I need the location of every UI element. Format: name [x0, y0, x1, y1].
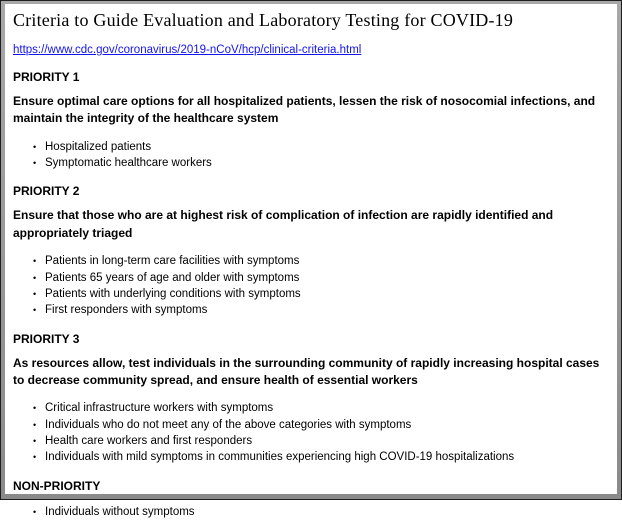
- bullet-icon: •: [33, 419, 37, 430]
- bullet-icon: •: [33, 256, 37, 267]
- list-item: [33, 253, 607, 269]
- section-description: As resources allow, test individuals in the surrounding community of rapidly increasing hospital cases to decrease community spread, and ensure health of essential workers: [13, 355, 600, 387]
- cdc-link[interactable]: https://www.cdc.gov/coronavirus/2019-nCoV/hcp/clinical-criteria.html: [13, 44, 362, 56]
- list-item: [33, 400, 607, 416]
- list-item: [33, 270, 607, 286]
- list-item: [33, 302, 607, 318]
- list-item-text: Individuals who do not meet any of the above categories with symptoms: [45, 418, 412, 431]
- bullet-list: [13, 139, 607, 172]
- section-description: Ensure optimal care options for all hospitalized patients, lessen the risk of nosocomial infections, and maintain the integrity of the healthcare system: [13, 94, 596, 126]
- bullet-icon: •: [33, 288, 37, 299]
- bullet-list: [13, 400, 607, 465]
- list-item-text: Symptomatic healthcare workers: [45, 157, 212, 170]
- list-item: [33, 449, 607, 465]
- list-item: [33, 139, 607, 155]
- bullet-icon: •: [33, 403, 37, 414]
- bullet-list: [13, 253, 607, 318]
- bullet-icon: •: [33, 158, 37, 169]
- bullet-icon: •: [33, 305, 37, 316]
- bullet-list: [13, 504, 607, 520]
- list-item-text: Health care workers and first responders: [45, 434, 253, 447]
- section-non-priority: [13, 479, 607, 520]
- list-item-text: Hospitalized patients: [45, 140, 152, 153]
- list-item-text: Patients with underlying conditions with symptoms: [45, 287, 301, 300]
- list-item: [33, 417, 607, 433]
- section-priority-2: [13, 184, 607, 318]
- page-title: Criteria to Guide Evaluation and Laboratory Testing for COVID-19: [13, 10, 514, 30]
- list-item: [33, 155, 607, 171]
- bullet-icon: •: [33, 452, 37, 463]
- bullet-icon: •: [33, 272, 37, 283]
- bullet-icon: •: [33, 141, 37, 152]
- section-heading: PRIORITY 1: [13, 70, 80, 84]
- bullet-icon: •: [33, 506, 37, 517]
- section-heading: NON-PRIORITY: [13, 478, 101, 493]
- document-page: [5, 4, 617, 518]
- list-item-text: First responders with symptoms: [45, 304, 208, 317]
- list-item: [33, 504, 607, 520]
- section-description: Ensure that those who are at highest risk of complication of infection are rapidly identified and appropriately triaged: [13, 208, 554, 240]
- list-item: [33, 433, 607, 449]
- list-item-text: Patients 65 years of age and older with symptoms: [45, 271, 300, 284]
- bullet-icon: •: [33, 435, 37, 446]
- list-item-text: Patients in long-term care facilities with symptoms: [45, 255, 300, 268]
- list-item-text: Individuals with mild symptoms in communities experiencing high COVID-19 hospitalizations: [45, 451, 515, 464]
- list-item-text: Individuals without symptoms: [45, 505, 195, 518]
- list-item: [33, 286, 607, 302]
- section-priority-1: [13, 70, 607, 171]
- section-heading: PRIORITY 3: [13, 331, 80, 346]
- section-heading: PRIORITY 2: [13, 184, 80, 199]
- list-item-text: Critical infrastructure workers with symptoms: [45, 402, 274, 415]
- section-priority-3: [13, 332, 607, 466]
